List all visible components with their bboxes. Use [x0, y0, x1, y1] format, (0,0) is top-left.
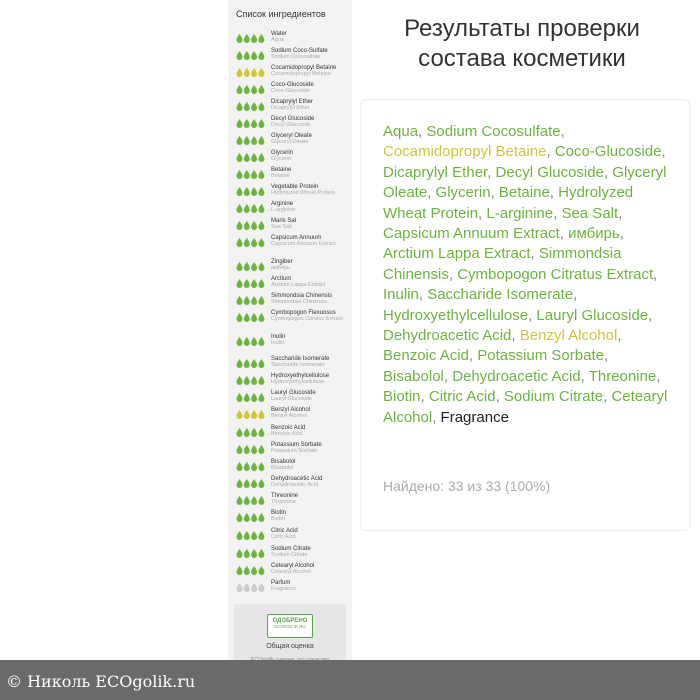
drop-icon	[237, 445, 243, 454]
drop-icon	[237, 496, 243, 505]
drop-icon	[251, 393, 257, 402]
ingredient-inci: Benzoic Acid	[271, 431, 303, 437]
drop-icon	[244, 337, 250, 346]
rating-drops-icon	[236, 84, 266, 94]
ingredient-inci: Threonine	[271, 499, 296, 505]
drop-icon	[258, 479, 264, 488]
drop-icon	[237, 531, 243, 540]
ingredient-inci: Cetearyl Alcohol	[271, 569, 311, 575]
drop-icon	[258, 102, 264, 111]
drop-icon	[258, 359, 264, 368]
ingredients-paragraph: Aqua, Sodium Cocosulfate, Cocamidopropyl Betaine, Coco-Glucoside, Dicaprylyl Ether, Decyl Glucoside, Glyceryl Oleate, Glycerin, Betaine, Hydrolyzed Wheat Protein, L-arginine, Sea Salt, Capsicum Annuum Extract, имбирь, Arctium Lappa Extract, Simmondsia Chinensis, Cymbopogon Citratus Extract, Inulin, Saccharide Isomerate, Hydroxyethylcellulose, Lauryl Glucoside, Dehydroacetic Acid, Benzyl Alcohol, Benzoic Acid, Potassium Sorbate, Bisabolol, Dehydroacetic Acid, Threonine, Biotin, Citric Acid, Sodium Citrate, Cetearyl Alcohol, Fragrance	[383, 123, 668, 426]
drop-icon	[251, 549, 257, 558]
ingredient-inci: Biotin	[271, 516, 285, 522]
drop-icon	[251, 296, 257, 305]
ingredient-token: Benzoic Acid	[383, 347, 469, 365]
drop-icon	[258, 337, 264, 346]
ingredient-token: Glycerin	[435, 184, 491, 202]
drop-icon	[237, 313, 243, 322]
rating-drops-icon	[236, 312, 266, 322]
ingredient-token: Potassium Sorbate	[477, 347, 604, 365]
drop-icon	[251, 34, 257, 43]
drop-icon	[258, 221, 264, 230]
drop-icon	[251, 359, 257, 368]
drop-icon	[251, 102, 257, 111]
ingredient-name: Simmondsia Chinensis	[271, 293, 333, 299]
ingredient-inci: L-arginine	[271, 207, 296, 213]
found-count: Найдено: 33 из 33 (100%)	[383, 478, 551, 494]
ingredient-inci: Cocamidopropyl Betaine	[271, 71, 331, 77]
ingredient-name: Biotin	[271, 510, 287, 516]
ingredient-inci: Dehydroacetic Acid	[271, 482, 319, 488]
results-panel	[358, 0, 700, 660]
drop-icon	[258, 262, 264, 271]
drop-icon	[258, 34, 264, 43]
ingredient-inci: Arctium Lappa Extract	[271, 282, 326, 288]
ingredient-inci: Cymbopogon Citratus Extract	[271, 316, 343, 322]
ingredient-token: Decyl Glucoside	[495, 163, 604, 181]
ingredient-inci: Aqua	[271, 37, 284, 43]
rating-drops-icon	[236, 512, 266, 522]
drop-icon	[237, 136, 243, 145]
drop-icon	[237, 549, 243, 558]
rating-drops-icon	[236, 186, 266, 196]
ingredient-inci: Fragrance	[271, 586, 297, 592]
ingredient-token: Benzyl Alcohol	[519, 327, 618, 345]
drop-icon	[251, 204, 257, 213]
rating-drops-icon	[236, 582, 266, 592]
ingredient-token: Sodium Citrate	[503, 388, 604, 406]
drop-icon	[244, 170, 250, 179]
drop-icon	[251, 136, 257, 145]
rating-drops-icon	[236, 33, 266, 43]
ingredients-card	[360, 99, 690, 531]
ingredient-inci: Hydroxyethylcellulose	[271, 379, 325, 385]
drop-icon	[244, 221, 250, 230]
rating-drops-icon	[236, 261, 266, 271]
drop-icon	[244, 513, 250, 522]
drop-icon	[244, 187, 250, 196]
drop-icon	[251, 583, 257, 592]
drop-icon	[237, 513, 243, 522]
drop-icon	[237, 462, 243, 471]
drop-icon	[244, 462, 250, 471]
drop-icon	[244, 313, 250, 322]
drop-icon	[244, 428, 250, 437]
overall-rating-label: Общая оценка	[266, 643, 314, 650]
drop-icon	[237, 279, 243, 288]
drop-icon	[244, 279, 250, 288]
drop-icon	[237, 238, 243, 247]
drop-icon	[251, 238, 257, 247]
ingredient-inci: Glyceryl Oleate	[271, 139, 309, 145]
drop-icon	[258, 238, 264, 247]
drop-icon	[237, 187, 243, 196]
drop-icon	[244, 262, 250, 271]
ingredient-token: Cetearyl Alcohol	[383, 388, 668, 426]
rating-drops-icon	[236, 336, 266, 346]
ingredient-token: Dicaprylyl Ether	[383, 163, 488, 181]
drop-icon	[244, 153, 250, 162]
rating-drops-icon	[236, 548, 266, 558]
drop-icon	[251, 376, 257, 385]
drop-icon	[237, 102, 243, 111]
drop-icon	[244, 34, 250, 43]
drop-icon	[258, 279, 264, 288]
drop-icon	[237, 393, 243, 402]
ingredient-token: Citric Acid	[428, 388, 496, 406]
rating-drops-icon	[236, 169, 266, 179]
ingredient-inci: Saccharide Isomerate	[271, 362, 325, 368]
ingredient-name: Glyceryl Oleate	[271, 133, 313, 139]
rating-drops-icon	[236, 152, 266, 162]
ingredient-name: Sodium Coco-Sulfate	[271, 48, 328, 54]
drop-icon	[237, 153, 243, 162]
drop-icon	[258, 136, 264, 145]
drop-icon	[237, 376, 243, 385]
ingredient-name: Bisabolol	[271, 459, 296, 465]
ingredient-name: Parfum	[271, 580, 291, 586]
drop-icon	[237, 204, 243, 213]
ingredient-token: Capsicum Annuum Extract	[383, 225, 560, 243]
drop-icon	[258, 376, 264, 385]
drop-icon	[251, 410, 257, 419]
ingredient-inci: Bisabolol	[271, 465, 294, 471]
ingredient-token: Hydrolyzed Wheat Protein	[383, 184, 634, 222]
ingredient-inci: Sodium Cocosulfate	[271, 54, 321, 60]
drop-icon	[244, 51, 250, 60]
rating-drops-icon	[236, 358, 266, 368]
ingredient-token: Betaine	[498, 184, 550, 202]
ingredient-inci: Glycerin	[271, 156, 292, 162]
drop-icon	[251, 531, 257, 540]
ingredient-inci: Betaine	[271, 173, 290, 179]
drop-icon	[244, 479, 250, 488]
drop-icon	[237, 410, 243, 419]
ingredient-name: Arginine	[271, 201, 294, 207]
ingredient-token: Fragrance	[440, 408, 509, 426]
drop-icon	[251, 153, 257, 162]
ingredient-name: Betaine	[271, 167, 292, 173]
ingredient-name: Water	[271, 31, 287, 37]
drop-icon	[237, 221, 243, 230]
drop-icon	[258, 566, 264, 575]
drop-icon	[237, 170, 243, 179]
ingredient-name: Cocamidopropyl Betaine	[271, 65, 337, 71]
left-blank-area	[0, 0, 228, 660]
rating-drops-icon	[236, 67, 266, 77]
ingredient-inci: Lauryl Glucoside	[271, 396, 312, 402]
ingredient-name: Arctium	[271, 276, 292, 282]
watermark-bar	[0, 660, 700, 700]
rating-drops-icon	[236, 295, 266, 305]
ingredient-token: Cocamidopropyl Betaine	[383, 143, 547, 161]
ingredient-name: Glycerin	[271, 150, 294, 156]
drop-icon	[258, 496, 264, 505]
ingredients-sidebar	[228, 0, 352, 660]
drop-icon	[251, 119, 257, 128]
ingredient-token: Biotin	[383, 388, 421, 406]
ingredient-name: Sodium Citrate	[271, 546, 311, 552]
drop-icon	[237, 296, 243, 305]
ingredient-name: Dicaprylyl Ether	[271, 99, 314, 105]
ingredient-inci: Inulin	[271, 340, 285, 346]
drop-icon	[244, 296, 250, 305]
rating-drops-icon	[236, 237, 266, 247]
drop-icon	[251, 566, 257, 575]
ingredient-inci: Sea Salt	[271, 224, 292, 230]
drop-icon	[237, 34, 243, 43]
ingredient-name: Cetearyl Alcohol	[271, 563, 315, 569]
ingredient-inci: Citric Acid	[271, 534, 296, 540]
sidebar-title: Список ингредиентов	[236, 9, 326, 19]
drop-icon	[244, 393, 250, 402]
drop-icon	[237, 119, 243, 128]
rating-drops-icon	[236, 409, 266, 419]
drop-icon	[251, 513, 257, 522]
ingredient-name: Dehydroacetic Acid	[271, 476, 323, 482]
drop-icon	[258, 51, 264, 60]
drop-icon	[244, 496, 250, 505]
rating-drops-icon	[236, 118, 266, 128]
ingredient-token: Arctium Lappa Extract	[383, 245, 531, 263]
drop-icon	[251, 428, 257, 437]
ingredient-name: Benzyl Alcohol	[271, 407, 311, 413]
rating-drops-icon	[236, 495, 266, 505]
ingredient-token: Lauryl Glucoside	[536, 306, 649, 324]
ingredient-token: Coco-Glucoside	[554, 143, 662, 161]
rating-drops-icon	[236, 530, 266, 540]
page-title: Результаты проверки состава косметики	[404, 15, 640, 72]
drop-icon	[244, 204, 250, 213]
drop-icon	[237, 583, 243, 592]
drop-icon	[258, 393, 264, 402]
ingredient-name: Cymbopogon Flexuosus	[271, 310, 336, 316]
drop-icon	[244, 549, 250, 558]
drop-icon	[251, 496, 257, 505]
drop-icon	[244, 68, 250, 77]
ingredient-inci: Dicaprylyl Ether	[271, 105, 310, 111]
ingredient-name: Maris Sal	[271, 218, 297, 224]
drop-icon	[237, 262, 243, 271]
drop-icon	[258, 462, 264, 471]
drop-icon	[258, 445, 264, 454]
drop-icon	[258, 85, 264, 94]
ingredient-token: Glyceryl Oleate	[383, 163, 667, 202]
drop-icon	[244, 136, 250, 145]
drop-icon	[258, 119, 264, 128]
drop-icon	[258, 410, 264, 419]
ingredient-inci: Coco-Glucoside	[271, 88, 311, 94]
ingredient-inci: Hydrolyzed Wheat Protein	[271, 190, 335, 196]
drop-icon	[251, 445, 257, 454]
drop-icon	[258, 204, 264, 213]
drop-icon	[251, 170, 257, 179]
drop-icon	[244, 376, 250, 385]
drop-icon	[237, 428, 243, 437]
ingredient-inci: Simmondsia Chinensis	[271, 299, 327, 305]
ingredient-inci: Sodium Citrate	[271, 552, 308, 558]
ingredient-name: Benzoic Acid	[271, 425, 306, 431]
ingredient-token: Threonine	[588, 367, 657, 385]
rating-drops-icon	[236, 392, 266, 402]
drop-icon	[258, 296, 264, 305]
rating-drops-icon	[236, 444, 266, 454]
ingredient-token: Saccharide Isomerate	[427, 286, 574, 304]
ingredient-name: Threonine	[271, 493, 299, 499]
drop-icon	[251, 187, 257, 196]
ingredient-token: Dehydroacetic Acid	[383, 327, 512, 345]
rating-drops-icon	[236, 203, 266, 213]
drop-icon	[237, 51, 243, 60]
ingredient-name: Potassium Sorbate	[271, 442, 322, 448]
drop-icon	[258, 513, 264, 522]
ingredient-name: Saccharide Isomerate	[271, 356, 330, 362]
drop-icon	[251, 313, 257, 322]
drop-icon	[251, 479, 257, 488]
drop-icon	[237, 337, 243, 346]
rating-drops-icon	[236, 375, 266, 385]
drop-icon	[251, 262, 257, 271]
ingredient-token: Inulin	[383, 286, 419, 304]
drop-icon	[251, 462, 257, 471]
drop-icon	[258, 153, 264, 162]
ingredient-token: Hydroxyethylcellulose	[383, 306, 529, 324]
rating-drops-icon	[236, 278, 266, 288]
ingredient-inci: Potassium Sorbate	[271, 448, 318, 454]
drop-icon	[251, 68, 257, 77]
drop-icon	[258, 170, 264, 179]
drop-icon	[237, 359, 243, 368]
ingredient-token: имбирь	[568, 225, 620, 243]
ingredient-token: Dehydroacetic Acid	[452, 367, 581, 385]
rating-drops-icon	[236, 427, 266, 437]
ingredient-token: L-arginine	[486, 204, 554, 222]
ingredient-inci: Benzyl Alcohol	[271, 413, 307, 419]
rating-drops-icon	[236, 565, 266, 575]
rating-drops-icon	[236, 478, 266, 488]
ingredient-token: Bisabolol	[383, 367, 444, 385]
drop-icon	[244, 119, 250, 128]
drop-icon	[258, 68, 264, 77]
rating-drops-icon	[236, 135, 266, 145]
ingredient-name: Vegetable Protein	[271, 184, 319, 190]
ingredient-inci: Capsicum Annuum Extract	[271, 241, 336, 247]
ingredient-name: Lauryl Glucoside	[271, 390, 316, 396]
drop-icon	[251, 51, 257, 60]
ingredient-token: Aqua	[383, 123, 419, 140]
badge-site: ECOGOLIK.RU	[274, 624, 306, 629]
ingredient-name: Zingiber	[271, 259, 293, 265]
ingredient-token: Cymbopogon Citratus Extract	[457, 265, 654, 283]
drop-icon	[244, 85, 250, 94]
drop-icon	[244, 238, 250, 247]
approved-badge	[267, 614, 313, 638]
rating-drops-icon	[236, 101, 266, 111]
drop-icon	[258, 531, 264, 540]
drop-icon	[258, 313, 264, 322]
drop-icon	[258, 428, 264, 437]
drop-icon	[244, 566, 250, 575]
drop-icon	[237, 566, 243, 575]
drop-icon	[244, 445, 250, 454]
drop-icon	[237, 85, 243, 94]
ingredient-token: Sea Salt	[561, 204, 619, 222]
drop-icon	[237, 68, 243, 77]
drop-icon	[237, 479, 243, 488]
rating-drops-icon	[236, 50, 266, 60]
drop-icon	[258, 583, 264, 592]
drop-icon	[251, 85, 257, 94]
rating-drops-icon	[236, 220, 266, 230]
drop-icon	[258, 187, 264, 196]
ingredient-name: Hydroxyethylcellulose	[271, 373, 330, 379]
drop-icon	[244, 583, 250, 592]
ingredient-token: Sodium Cocosulfate	[426, 123, 561, 140]
ingredient-inci: Decyl Glucoside	[271, 122, 311, 128]
ingredient-token: Simmondsia Chinensis	[383, 245, 622, 283]
watermark-text: © Николь ECOgolik.ru	[6, 672, 196, 691]
ingredient-name: Citric Acid	[271, 528, 298, 534]
drop-icon	[251, 279, 257, 288]
drop-icon	[251, 221, 257, 230]
ingredient-name: Capsicum Annuum	[271, 235, 322, 241]
drop-icon	[251, 337, 257, 346]
rating-drops-icon	[236, 461, 266, 471]
ingredient-name: Inulin	[271, 334, 286, 340]
ingredient-name: Decyl Glucoside	[271, 116, 315, 122]
ingredient-name: Coco-Glucoside	[271, 82, 314, 88]
badge-title: ОДОБРЕНО	[272, 618, 308, 624]
drop-icon	[244, 102, 250, 111]
drop-icon	[258, 549, 264, 558]
ingredient-inci: имбирь	[271, 265, 290, 271]
drop-icon	[244, 410, 250, 419]
drop-icon	[244, 531, 250, 540]
drop-icon	[244, 359, 250, 368]
